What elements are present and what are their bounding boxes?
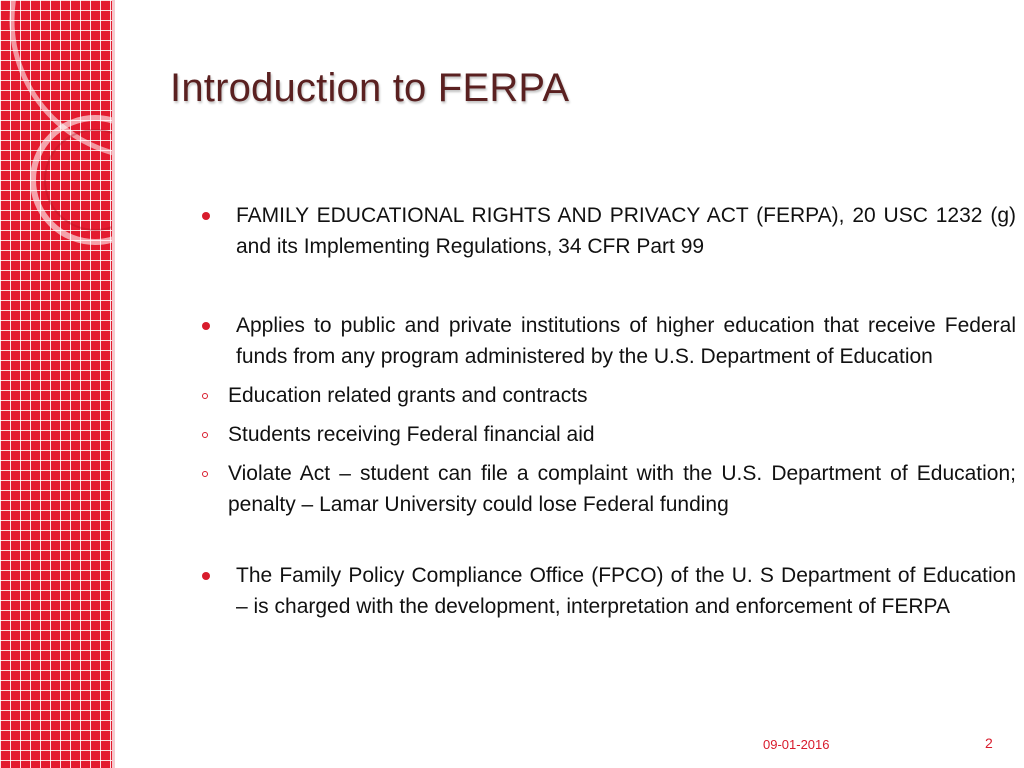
bullet-group xyxy=(198,310,1016,520)
decorative-circles xyxy=(0,0,112,768)
bullet-dot-icon xyxy=(202,322,210,330)
bullet-list xyxy=(198,200,1016,622)
decorative-arc-inner xyxy=(45,130,112,230)
decorative-side-band xyxy=(0,0,112,768)
decorative-arc-large xyxy=(12,0,112,158)
bullet-item xyxy=(198,310,1016,372)
bullet-dot-icon xyxy=(202,572,210,580)
sub-bullet-item xyxy=(198,380,1016,411)
bullet-item xyxy=(198,560,1016,622)
page-number: 2 xyxy=(985,735,993,751)
sub-bullet-text: Education related grants and contracts xyxy=(228,384,588,407)
sub-bullet-ring-icon xyxy=(202,432,208,438)
bullet-text: The Family Policy Compliance Office (FPCO) of the U. S Department of Education – is charged with the development, interpretation and enforcement of FERPA xyxy=(236,564,1016,618)
slide-title: Introduction to FERPA xyxy=(170,66,570,110)
sub-bullet-list xyxy=(198,380,1016,520)
bullet-dot-icon xyxy=(202,212,210,220)
sub-bullet-item xyxy=(198,458,1016,520)
sub-bullet-ring-icon xyxy=(202,471,208,477)
bullet-text: FAMILY EDUCATIONAL RIGHTS AND PRIVACY ACT (FERPA), 20 USC 1232 (g) and its Implementing Regulations, 34 CFR Part 99 xyxy=(236,204,1016,258)
band-edge xyxy=(112,0,115,768)
footer-date: 09-01-2016 xyxy=(763,737,830,752)
bullet-text: Applies to public and private institutions of higher education that receive Federal funds from any program administered by the U.S. Department of Education xyxy=(236,314,1016,368)
sub-bullet-text: Violate Act – student can file a complaint with the U.S. Department of Education; penalty – Lamar University could lose Federal funding xyxy=(228,462,1016,516)
sub-bullet-text: Students receiving Federal financial aid xyxy=(228,423,595,446)
sub-bullet-item xyxy=(198,419,1016,450)
bullet-item xyxy=(198,200,1016,262)
sub-bullet-ring-icon xyxy=(202,393,208,399)
